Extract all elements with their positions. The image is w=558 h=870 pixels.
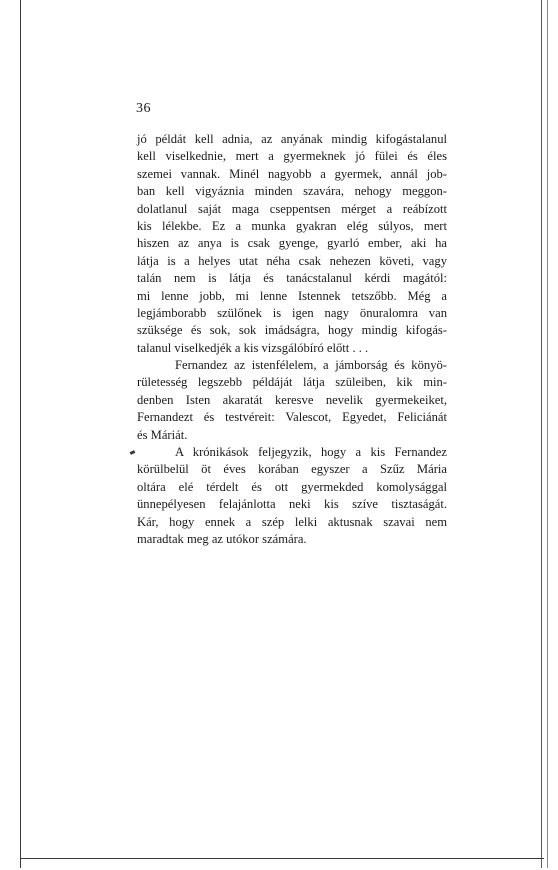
text-line: legjámborabb szülőnek is igen nagy önuralomra van: [137, 305, 447, 320]
text-line: oltára elé térdelt és ott gyermekded komolysággal: [137, 479, 447, 494]
page-edge-right-outer: [547, 0, 548, 868]
text-line: talanul viselkedjék a kis vizsgálóbíró előtt . . .: [137, 340, 369, 355]
page-edge-right: [541, 0, 542, 868]
text-line: dolatlanul saját maga cseppentsen mérget a reábízott: [137, 201, 447, 216]
page-edge-bottom: [20, 858, 544, 859]
text-line: ünnepélyesen felajánlotta neki kis szíve tisztaságát.: [137, 497, 447, 512]
text-line: kell viselkednie, mert a gyermeknek jó fülei és éles: [137, 149, 447, 164]
text-line: Kár, hogy ennek a szép lelki aktusnak szavai nem: [137, 514, 447, 529]
text-line: körülbelül öt éves korában egyszer a Szűz Mária: [137, 462, 447, 477]
text-line: szüksége és sok, sok imádságra, hogy mindig kifogás-: [137, 323, 447, 338]
body-text: [137, 131, 447, 548]
text-line: mi lenne jobb, mi lenne Istennek tetszőbb. Még a: [137, 288, 447, 303]
text-line: jó példát kell adnia, az anyának mindig kifogástalanul: [137, 132, 447, 146]
ink-speck: [130, 450, 136, 455]
text-line: kis lélekbe. Ez a munka gyakran elég súlyos, mert: [137, 218, 447, 233]
text-line: és Máriát.: [137, 427, 188, 442]
text-line: ban kell vigyáznia minden szavára, nehogy meggon-: [137, 184, 447, 199]
text-line: látja is a helyes utat néha csak nehezen követi, vagy: [137, 253, 447, 268]
text-line: Fernandezt és testvéreit: Valescot, Egyedet, Feliciánát: [137, 410, 447, 425]
text-line: talán nem is látja és tanácstalanul kérdi magától:: [137, 271, 447, 286]
text-line: denben Isten akaratát keresve nevelik gyermekeiket,: [137, 392, 447, 407]
text-line: hiszen az anya is csak gyenge, gyarló ember, aki ha: [137, 236, 447, 251]
page-number: 36: [136, 101, 151, 116]
text-line: Fernandez az istenfélelem, a jámborság és könyö-: [175, 358, 447, 373]
text-line: rületesség legszebb példáját látja szüleiben, kik min-: [137, 375, 447, 390]
page-edge-left: [20, 0, 21, 868]
text-line: A krónikások feljegyzik, hogy a kis Fernandez: [175, 445, 447, 460]
text-line: szemei vannak. Minél nagyobb a gyermek, annál job-: [137, 166, 447, 181]
text-line: maradtak meg az utókor számára.: [137, 531, 307, 546]
